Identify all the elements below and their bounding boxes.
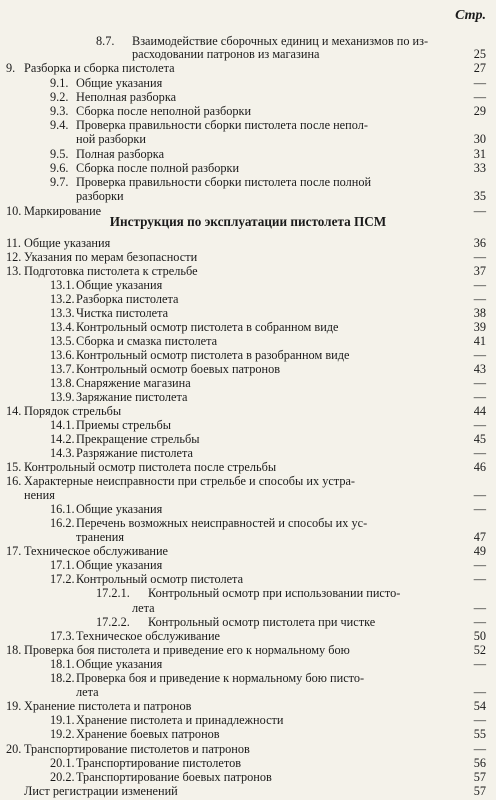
toc-entry [0,132,486,146]
toc-entry-page: — [473,76,486,90]
toc-entry-number: 13.2. [50,292,75,306]
toc-entry-title: Порядок стрельбы [24,404,122,418]
toc-entry-title: расходовании патронов из магазина [132,47,320,61]
toc-entry-title: нения [24,488,55,502]
toc-entry [0,432,486,446]
toc-entry-number: 19.2. [50,727,75,741]
toc-entry-number: 9.5. [50,147,69,161]
toc-entry-number: 13.8. [50,376,75,390]
toc-entry-number: 14.3. [50,446,75,460]
toc-entry-title: Указания по мерам безопасности [24,250,198,264]
toc-entry [0,306,486,320]
toc-entry-number: 13.6. [50,348,75,362]
toc-entry-title: лета [132,601,155,615]
toc-entry-number: 13.9. [50,390,75,404]
toc-entry-page: 33 [473,161,486,175]
toc-entry-page: 35 [473,189,486,203]
toc-entry-title: Контрольный осмотр пистолета после стрельбы [24,460,277,474]
toc-entry-number: 11. [6,236,21,250]
toc-entry [0,713,486,727]
toc-entry [0,544,486,558]
toc-entry-page: — [473,742,486,756]
toc-entry-number: 13.4. [50,320,75,334]
toc-entry-number: 19. [6,699,22,713]
toc-entry [0,685,486,699]
toc-entry-title: Общие указания [76,502,163,516]
toc-entry-number: 9.3. [50,104,69,118]
toc-entry-number: 20.1. [50,756,75,770]
toc-entry-title: Общие указания [24,236,111,250]
toc-entry [0,502,486,516]
toc-entry [0,161,486,175]
toc-entry-number: 9.4. [50,118,69,132]
toc-entry-page: — [473,615,486,629]
toc-entry-number: 17.1. [50,558,75,572]
toc-entry [0,90,486,104]
toc-entry-page: 39 [473,320,486,334]
toc-entry-number: 9.1. [50,76,69,90]
toc-entry [0,699,486,713]
toc-entry-page: — [473,278,486,292]
toc-entry [0,175,486,189]
toc-entry-page: 38 [473,306,486,320]
toc-entry-number: 9. [6,61,16,75]
toc-entry-number: 17.3. [50,629,75,643]
toc-entry-page: — [473,502,486,516]
toc-entry-number: 16.1. [50,502,75,516]
toc-entry-page: 47 [473,530,486,544]
toc-entry-title: Проверка боя и приведение к нормальному бою писто- [76,671,365,685]
toc-entry-number: 18. [6,643,22,657]
toc-entry [0,404,486,418]
toc-entry-number: 9.2. [50,90,69,104]
toc-entry-number: 9.6. [50,161,69,175]
toc-entry-title: Контрольный осмотр пистолета при чистке [148,615,376,629]
toc-entry [0,334,486,348]
toc-entry [0,643,486,657]
toc-entry-page: 45 [473,432,486,446]
toc-entry-page: 52 [473,643,486,657]
toc-entry [0,474,486,488]
toc-entry [0,784,486,798]
toc-entry-title: Лист регистрации изменений [24,784,178,798]
toc-entry-title: Транспортирование пистолетов [76,756,242,770]
toc-entry [0,770,486,784]
toc-entry [0,292,486,306]
toc-entry-title: Неполная разборка [76,90,177,104]
toc-entry-title: Заряжание пистолета [76,390,188,404]
toc-entry [0,516,486,530]
toc-entry-title: лета [76,685,99,699]
toc-entry-page: 43 [473,362,486,376]
toc-entry-page: 50 [473,629,486,643]
toc-entry [0,236,486,250]
toc-entry [0,34,486,48]
toc-entry [0,147,486,161]
toc-entry [0,601,486,615]
toc-entry-title: Общие указания [76,558,163,572]
toc-entry-title: Чистка пистолета [76,306,169,320]
toc-entry-page: 44 [473,404,486,418]
toc-entry [0,530,486,544]
toc-entry [0,376,486,390]
toc-entry-number: 16.2. [50,516,75,530]
toc-entry-page: 37 [473,264,486,278]
toc-entry-title: Прекращение стрельбы [76,432,200,446]
toc-entry-page: — [473,390,486,404]
toc-entry-number: 12. [6,250,22,264]
toc-entry-page: — [473,446,486,460]
toc-entry-number: 13.5. [50,334,75,348]
toc-entry-page: 57 [473,784,486,798]
toc-entry [0,671,486,685]
toc-entry-title: Характерные неисправности при стрельбе и способы их устра- [24,474,356,488]
toc-entry [0,76,486,90]
toc-entry-title: Маркирование [24,204,102,218]
toc-entry-number: 14.2. [50,432,75,446]
toc-entry-page: 27 [473,61,486,75]
toc-entry [0,189,486,203]
toc-entry-title: Контрольный осмотр пистолета в разобранном виде [76,348,350,362]
toc-entry-title: Перечень возможных неисправностей и способы их ус- [76,516,368,530]
toc-entry-title: Хранение пистолета и принадлежности [76,713,284,727]
toc-entry [0,572,486,586]
toc-entry-number: 18.1. [50,657,75,671]
toc-entry-title: Хранение боевых патронов [76,727,220,741]
toc-entry [0,390,486,404]
toc-entry-title: Контрольный осмотр боевых патронов [76,362,281,376]
toc-entry-page: 31 [473,147,486,161]
toc-entry-page: — [473,418,486,432]
toc-entry-number: 15. [6,460,22,474]
toc-entry-page: 30 [473,132,486,146]
toc-entry [0,488,486,502]
toc-entry-page: 49 [473,544,486,558]
page-column-label: Стр. [455,8,486,23]
toc-entry-number: 13.1. [50,278,75,292]
toc-entry-title: Транспортирование пистолетов и патронов [24,742,250,756]
toc-entry [0,118,486,132]
toc-entry-page: 41 [473,334,486,348]
toc-entry-page: — [473,713,486,727]
toc-entry-page: 55 [473,727,486,741]
toc-entry-number: 13.3. [50,306,75,320]
toc-entry-title: Разборка и сборка пистолета [24,61,175,75]
toc-entry [0,629,486,643]
toc-entry-title: Проверка боя пистолета и приведение его к нормальному бою [24,643,350,657]
toc-entry-page: — [473,250,486,264]
toc-entry-page: 29 [473,104,486,118]
toc-entry-number: 8.7. [96,34,115,48]
toc-entry-title: Общие указания [76,278,163,292]
toc-entry-number: 17.2.2. [96,615,130,629]
toc-entry-number: 20. [6,742,22,756]
toc-entry [0,558,486,572]
toc-entry-title: Разборка пистолета [76,292,179,306]
toc-entry-page: — [473,488,486,502]
toc-entry-title: Сборка и смазка пистолета [76,334,218,348]
toc-entry-page: — [473,292,486,306]
toc-entry [0,104,486,118]
toc-entry-title: Контрольный осмотр пистолета [76,572,244,586]
toc-entry [0,615,486,629]
toc-entry-page: — [473,572,486,586]
toc-entry [0,320,486,334]
toc-entry [0,727,486,741]
section-heading: Инструкция по эксплуатации пистолета ПСМ [109,214,387,229]
toc-entry [0,278,486,292]
toc-entry-page: — [473,376,486,390]
toc-entry-title: Полная разборка [76,147,165,161]
toc-entry-page: — [473,204,486,218]
toc-entry [0,348,486,362]
toc-entry-title: Общие указания [76,76,163,90]
toc-entry-title: Проверка правильности сборки пистолета после полной [76,175,372,189]
toc-entry-page: 57 [473,770,486,784]
toc-entry-number: 14. [6,404,22,418]
toc-entry [0,756,486,770]
toc-entry [0,460,486,474]
toc-entry-page: — [473,657,486,671]
toc-entry-page: 56 [473,756,486,770]
toc-entry-title: Подготовка пистолета к стрельбе [24,264,198,278]
toc-entry-title: Сборка после неполной разборки [76,104,252,118]
toc-entry-page: — [473,90,486,104]
toc-entry-page: 54 [473,699,486,713]
toc-entry-title: Транспортирование боевых патронов [76,770,272,784]
toc-entry-title: Приемы стрельбы [76,418,172,432]
toc-entry-title: Техническое обслуживание [24,544,169,558]
toc-entry-title: транения [76,530,124,544]
toc-entry-title: ной разборки [76,132,146,146]
toc-entry [0,47,486,61]
toc-entry-title: Сборка после полной разборки [76,161,240,175]
toc-entry-number: 19.1. [50,713,75,727]
toc-entry-page: 46 [473,460,486,474]
toc-entry-number: 17.2. [50,572,75,586]
toc-entry [0,446,486,460]
toc-entry-page: — [473,601,486,615]
toc-entry-number: 14.1. [50,418,75,432]
toc-entry-page: — [473,685,486,699]
toc-entry-number: 20.2. [50,770,75,784]
toc-entry-title: Хранение пистолета и патронов [24,699,192,713]
toc-entry [0,264,486,278]
toc-entry [0,61,486,75]
toc-entry [0,250,486,264]
toc-entry-number: 17. [6,544,22,558]
toc-entry-title: Проверка правильности сборки пистолета после непол- [76,118,368,132]
toc-entry-page: — [473,348,486,362]
toc-entry [0,657,486,671]
toc-entry-number: 13. [6,264,22,278]
toc-entry-number: 17.2.1. [96,586,130,600]
toc-entry-title: разборки [76,189,124,203]
toc-entry-number: 18.2. [50,671,75,685]
toc-entry-title: Общие указания [76,657,163,671]
toc-entry-title: Снаряжение магазина [76,376,191,390]
toc-entry-page: 36 [473,236,486,250]
toc-entry-title: Разряжание пистолета [76,446,194,460]
toc-entry-title: Техническое обслуживание [76,629,221,643]
toc-entry [0,418,486,432]
toc-entry-number: 16. [6,474,22,488]
toc-entry [0,742,486,756]
toc-entry-title: Контрольный осмотр пистолета в собранном виде [76,320,339,334]
toc-entry-number: 9.7. [50,175,69,189]
toc-entry-title: Взаимодействие сборочных единиц и механизмов по из- [132,34,429,48]
toc-entry-title: Контрольный осмотр при использовании писто- [148,586,401,600]
toc-entry-number: 10. [6,204,22,218]
toc-entry-page: 25 [473,47,486,61]
toc-entry [0,362,486,376]
toc-entry [0,586,486,600]
toc-entry [0,204,486,218]
toc-entry-number: 13.7. [50,362,75,376]
toc-entry-page: — [473,558,486,572]
